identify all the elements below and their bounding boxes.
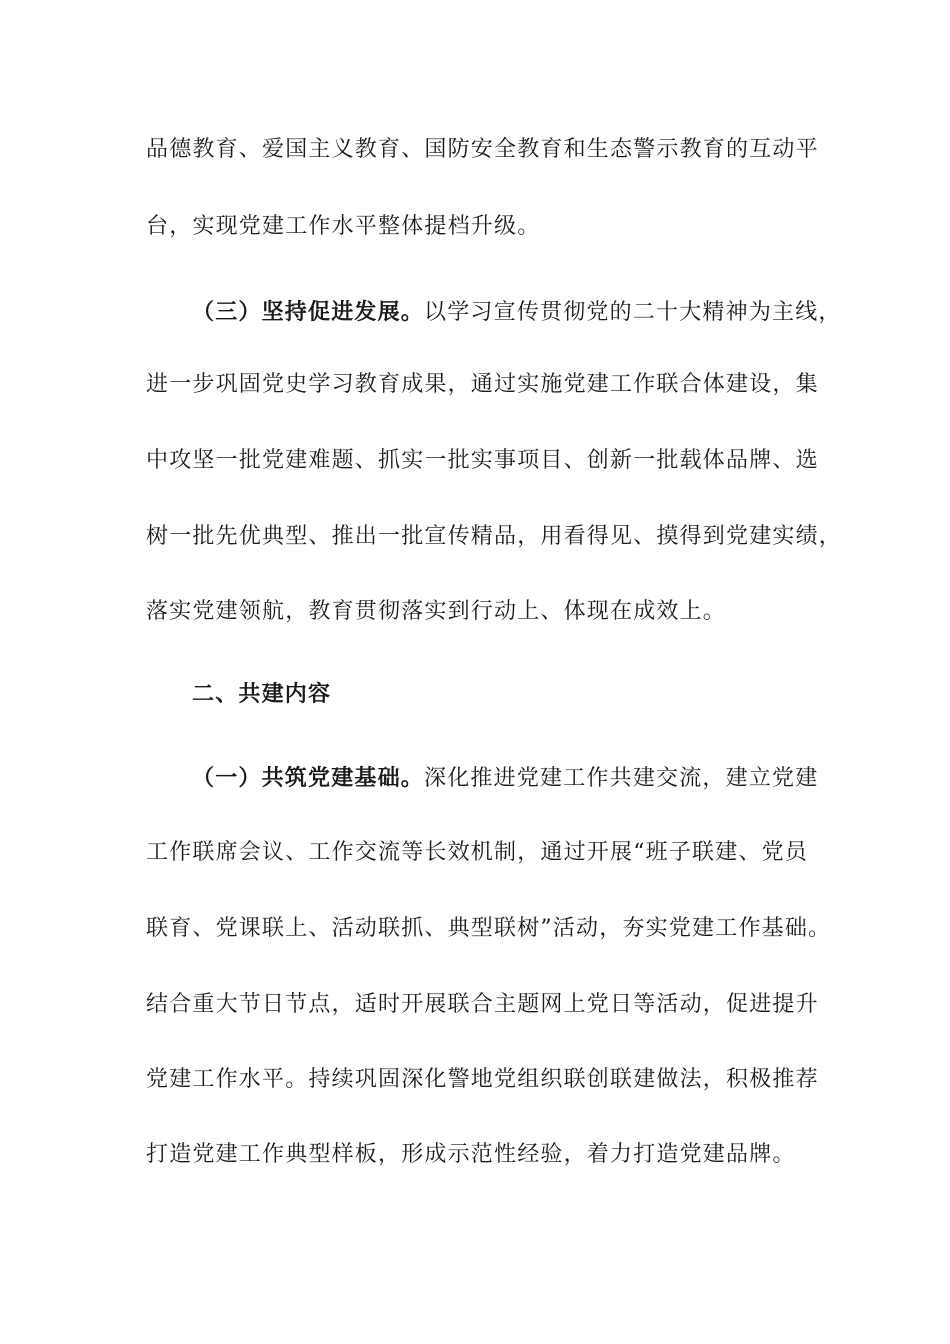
paragraph-line [146, 990, 826, 1020]
section-title-two [192, 679, 872, 709]
paragraph-line [146, 914, 832, 944]
line-text: 台，实现党建工作水平整体提档升级。 [146, 214, 541, 239]
line-text: 党建工作水平。持续巩固深化警地党组织联创联建做法，积极推荐 [146, 1067, 819, 1092]
line-text: 中攻坚一批党建难题、抓实一批实事项目、创新一批载体品牌、选 [146, 448, 819, 473]
paragraph-line-heading [192, 297, 872, 328]
paragraph-line [146, 838, 826, 868]
line-text: 进一步巩固党史学习教育成果，通过实施党建工作联合体建设，集 [146, 372, 819, 397]
paragraph-line-heading [192, 763, 872, 794]
section-heading-three: （三）坚持促进发展。 [192, 299, 425, 325]
line-text: 工作联席会议、工作交流等长效机制，通过开展“班子联建、党员 [146, 840, 809, 865]
paragraph-line [146, 522, 843, 552]
line-text: 树一批先优典型、推出一批宣传精品，用看得见、摸得到党建实绩， [146, 524, 843, 549]
paragraph-line [146, 1065, 826, 1095]
line-text: 落实党建领航，教育贯彻落实到行动上、体现在成效上。 [146, 599, 727, 624]
paragraph-line [146, 135, 826, 165]
paragraph-line [146, 212, 826, 242]
section-title-text: 二、共建内容 [192, 681, 332, 707]
line-text: 以学习宣传贯彻党的二十大精神为主线， [424, 300, 842, 325]
paragraph-line [146, 1140, 826, 1170]
paragraph-line [146, 370, 826, 400]
line-text: 品德教育、爱国主义教育、国防安全教育和生态警示教育的互动平 [146, 137, 819, 162]
line-text: 联育、党课联上、活动联抓、典型联树”活动，夯实党建工作基础。 [146, 916, 832, 941]
line-text: 结合重大节日节点，适时开展联合主题网上党日等活动，促进提升 [146, 992, 819, 1017]
line-text: 打造党建工作典型样板，形成示范性经验，着力打造党建品牌。 [146, 1142, 796, 1167]
paragraph-line [146, 446, 826, 476]
paragraph-line [146, 597, 826, 627]
section-heading-one: （一）共筑党建基础。 [192, 765, 425, 791]
line-text: 深化推进党建工作共建交流，建立党建 [424, 766, 819, 791]
